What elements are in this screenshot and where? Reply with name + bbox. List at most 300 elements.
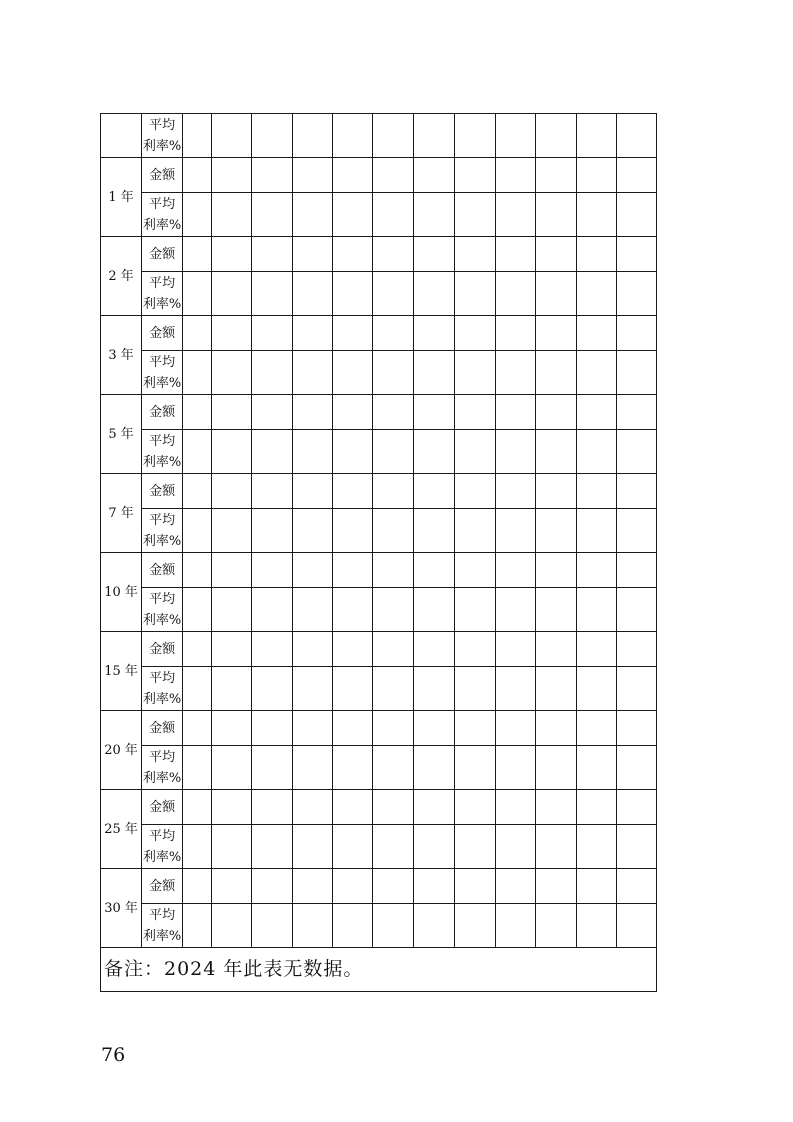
table-cell — [212, 351, 252, 395]
table-cell — [414, 474, 454, 509]
table-cell — [535, 509, 576, 553]
table-row — [101, 114, 657, 158]
table-cell — [333, 553, 373, 588]
row-label-average-rate — [142, 904, 183, 948]
row-label-amount: 金额 — [142, 237, 183, 272]
table-cell — [333, 114, 373, 158]
row-label-amount: 金额 — [142, 869, 183, 904]
table-cell — [183, 316, 212, 351]
table-cell — [616, 667, 656, 711]
table-cell — [293, 632, 333, 667]
table-cell — [454, 711, 495, 746]
table-cell — [373, 667, 414, 711]
table-cell — [212, 430, 252, 474]
table-cell — [616, 193, 656, 237]
table-cell — [576, 904, 616, 948]
table-cell — [183, 632, 212, 667]
table-cell — [414, 553, 454, 588]
table-cell — [373, 272, 414, 316]
table-row — [101, 711, 657, 746]
table-cell — [576, 790, 616, 825]
table-cell — [454, 869, 495, 904]
table-cell — [252, 869, 293, 904]
rate-label-line2: 利率% — [142, 138, 182, 154]
page-number: 76 — [101, 1044, 126, 1066]
row-label-amount: 金额 — [142, 553, 183, 588]
rate-label-line1: 平均 — [149, 354, 176, 370]
table-cell — [183, 509, 212, 553]
table-cell — [373, 193, 414, 237]
table-cell — [212, 553, 252, 588]
rate-label-line1: 平均 — [149, 196, 176, 212]
term-rate-table — [100, 113, 657, 992]
table-cell — [414, 272, 454, 316]
table-cell — [183, 193, 212, 237]
table-cell — [373, 746, 414, 790]
table-cell — [414, 746, 454, 790]
table-cell — [454, 316, 495, 351]
table-cell — [495, 395, 535, 430]
row-label-average-rate — [142, 825, 183, 869]
table-cell — [414, 825, 454, 869]
table-cell — [535, 667, 576, 711]
term-label: 25 年 — [101, 790, 142, 869]
table-cell — [576, 667, 616, 711]
table-cell — [333, 825, 373, 869]
table-cell — [373, 790, 414, 825]
table-cell — [576, 351, 616, 395]
table-cell — [183, 869, 212, 904]
table-cell — [183, 272, 212, 316]
row-label-average-rate — [142, 667, 183, 711]
table-cell — [576, 158, 616, 193]
table-row — [101, 395, 657, 430]
term-label: 7 年 — [101, 474, 142, 553]
table-cell — [454, 474, 495, 509]
table-cell — [414, 711, 454, 746]
table-cell — [252, 351, 293, 395]
table-cell — [212, 237, 252, 272]
table-cell — [616, 825, 656, 869]
table-cell — [252, 746, 293, 790]
table-cell — [535, 158, 576, 193]
rate-label-line1: 平均 — [149, 828, 176, 844]
table-cell — [212, 395, 252, 430]
table-cell — [252, 790, 293, 825]
table-cell — [293, 904, 333, 948]
rate-label-line2: 利率% — [142, 375, 182, 391]
table-cell — [495, 790, 535, 825]
table-cell — [293, 474, 333, 509]
table-cell — [252, 553, 293, 588]
table-cell — [212, 869, 252, 904]
table-body — [101, 114, 657, 992]
row-label-average-rate — [142, 509, 183, 553]
table-cell — [293, 553, 333, 588]
table-cell — [333, 667, 373, 711]
table-cell — [495, 272, 535, 316]
table-cell — [373, 351, 414, 395]
table-cell — [414, 509, 454, 553]
group-label-cell — [101, 114, 142, 158]
table-cell — [414, 237, 454, 272]
table-cell — [373, 588, 414, 632]
table-row — [101, 632, 657, 667]
table-cell — [495, 430, 535, 474]
table-cell — [252, 316, 293, 351]
table-cell — [454, 632, 495, 667]
table-cell — [373, 711, 414, 746]
table-cell — [576, 430, 616, 474]
table-cell — [183, 667, 212, 711]
table-cell — [212, 193, 252, 237]
rate-label-line1: 平均 — [149, 907, 176, 923]
table-cell — [212, 158, 252, 193]
table-cell — [454, 588, 495, 632]
table-cell — [212, 632, 252, 667]
table-cell — [535, 316, 576, 351]
row-label-amount: 金额 — [142, 790, 183, 825]
table-cell — [373, 430, 414, 474]
table-cell — [183, 237, 212, 272]
table-cell — [414, 114, 454, 158]
table-cell — [616, 588, 656, 632]
table-cell — [183, 746, 212, 790]
rate-label-line1: 平均 — [149, 749, 176, 765]
table-cell — [414, 351, 454, 395]
table-cell — [454, 237, 495, 272]
table-cell — [616, 869, 656, 904]
table-cell — [252, 667, 293, 711]
table-cell — [535, 790, 576, 825]
table-row — [101, 430, 657, 474]
table-cell — [183, 588, 212, 632]
table-cell — [495, 904, 535, 948]
table-cell — [535, 869, 576, 904]
table-cell — [495, 711, 535, 746]
table-cell — [535, 904, 576, 948]
table-cell — [373, 825, 414, 869]
table-cell — [373, 904, 414, 948]
table-cell — [576, 237, 616, 272]
table-cell — [616, 158, 656, 193]
table-cell — [373, 509, 414, 553]
table-cell — [616, 509, 656, 553]
rate-label-line1: 平均 — [149, 433, 176, 449]
table-cell — [495, 237, 535, 272]
row-label-average-rate — [142, 193, 183, 237]
table-cell — [293, 395, 333, 430]
table-cell — [373, 632, 414, 667]
table-cell — [333, 430, 373, 474]
table-row — [101, 193, 657, 237]
table-cell — [454, 509, 495, 553]
table-cell — [535, 395, 576, 430]
table-cell — [454, 114, 495, 158]
table-cell — [616, 790, 656, 825]
table-cell — [373, 474, 414, 509]
table-cell — [535, 474, 576, 509]
rate-label-line2: 利率% — [142, 849, 182, 865]
table-cell — [535, 746, 576, 790]
table-cell — [495, 316, 535, 351]
table-cell — [414, 158, 454, 193]
table-cell — [293, 509, 333, 553]
table-cell — [212, 114, 252, 158]
table-cell — [535, 825, 576, 869]
table-cell — [535, 588, 576, 632]
table-cell — [535, 351, 576, 395]
table-row — [101, 158, 657, 193]
table-cell — [333, 193, 373, 237]
table-row — [101, 272, 657, 316]
table-cell — [373, 553, 414, 588]
table-cell — [535, 632, 576, 667]
table-cell — [576, 553, 616, 588]
table-row — [101, 790, 657, 825]
term-label: 20 年 — [101, 711, 142, 790]
table-cell — [293, 272, 333, 316]
table-cell — [293, 667, 333, 711]
table-row — [101, 869, 657, 904]
table-cell — [616, 316, 656, 351]
row-label-average-rate — [142, 430, 183, 474]
table-row — [101, 553, 657, 588]
table-cell — [252, 430, 293, 474]
table-cell — [212, 509, 252, 553]
table-cell — [414, 790, 454, 825]
table-cell — [576, 193, 616, 237]
table-cell — [293, 588, 333, 632]
table-cell — [212, 711, 252, 746]
table-cell — [576, 588, 616, 632]
table-cell — [183, 158, 212, 193]
row-label-amount: 金额 — [142, 395, 183, 430]
table-row — [101, 316, 657, 351]
table-cell — [293, 237, 333, 272]
rate-label-line1: 平均 — [149, 117, 176, 133]
rate-label-line2: 利率% — [142, 770, 182, 786]
table-cell — [576, 632, 616, 667]
table-cell — [535, 237, 576, 272]
row-label-amount: 金额 — [142, 158, 183, 193]
table-row — [101, 746, 657, 790]
table-cell — [495, 588, 535, 632]
table-cell — [576, 746, 616, 790]
row-label-amount: 金额 — [142, 474, 183, 509]
table-cell — [293, 351, 333, 395]
table-cell — [373, 316, 414, 351]
table-cell — [616, 272, 656, 316]
table-cell — [293, 746, 333, 790]
table-cell — [414, 904, 454, 948]
table-cell — [293, 790, 333, 825]
term-label: 1 年 — [101, 158, 142, 237]
table-cell — [333, 588, 373, 632]
table-cell — [333, 237, 373, 272]
table-cell — [576, 869, 616, 904]
table-cell — [495, 869, 535, 904]
table-cell — [333, 316, 373, 351]
table-cell — [454, 351, 495, 395]
table-cell — [252, 588, 293, 632]
table-cell — [616, 114, 656, 158]
table-cell — [373, 869, 414, 904]
row-label-average-rate — [142, 588, 183, 632]
table-cell — [414, 667, 454, 711]
table-cell — [183, 825, 212, 869]
table-cell — [616, 395, 656, 430]
table-cell — [183, 114, 212, 158]
table-cell — [183, 474, 212, 509]
table-cell — [293, 711, 333, 746]
table-cell — [293, 193, 333, 237]
table-cell — [495, 474, 535, 509]
table-cell — [616, 474, 656, 509]
table-cell — [252, 237, 293, 272]
table-cell — [616, 553, 656, 588]
table-cell — [495, 553, 535, 588]
table-cell — [495, 193, 535, 237]
table-cell — [414, 316, 454, 351]
table-cell — [616, 430, 656, 474]
rate-label-line1: 平均 — [149, 670, 176, 686]
table-cell — [616, 711, 656, 746]
table-cell — [495, 825, 535, 869]
table-cell — [183, 395, 212, 430]
table-cell — [576, 395, 616, 430]
table-cell — [333, 158, 373, 193]
table-cell — [576, 711, 616, 746]
rate-label-line2: 利率% — [142, 928, 182, 944]
rate-label-line1: 平均 — [149, 275, 176, 291]
table-cell — [212, 790, 252, 825]
row-label-average-rate — [142, 746, 183, 790]
table-cell — [373, 158, 414, 193]
row-label-average-rate — [142, 114, 183, 158]
rate-label-line1: 平均 — [149, 591, 176, 607]
table-cell — [576, 474, 616, 509]
table-row — [101, 474, 657, 509]
table-cell — [414, 869, 454, 904]
table-cell — [252, 509, 293, 553]
table-cell — [616, 351, 656, 395]
table-cell — [576, 509, 616, 553]
table-cell — [333, 395, 373, 430]
table-cell — [212, 746, 252, 790]
term-label: 5 年 — [101, 395, 142, 474]
table-cell — [535, 114, 576, 158]
table-cell — [183, 430, 212, 474]
table-cell — [333, 790, 373, 825]
table-cell — [183, 711, 212, 746]
table-row — [101, 351, 657, 395]
table-cell — [212, 316, 252, 351]
table-cell — [495, 509, 535, 553]
rate-label-line2: 利率% — [142, 296, 182, 312]
table-cell — [576, 316, 616, 351]
table-cell — [495, 158, 535, 193]
table-cell — [212, 588, 252, 632]
table-cell — [454, 395, 495, 430]
table-cell — [252, 193, 293, 237]
table-cell — [373, 237, 414, 272]
table-cell — [535, 430, 576, 474]
table-cell — [454, 790, 495, 825]
table-cell — [293, 825, 333, 869]
table-cell — [333, 746, 373, 790]
table-cell — [293, 158, 333, 193]
term-label: 3 年 — [101, 316, 142, 395]
table-cell — [454, 746, 495, 790]
table-cell — [252, 395, 293, 430]
table-cell — [616, 746, 656, 790]
row-label-average-rate — [142, 272, 183, 316]
table-cell — [333, 711, 373, 746]
term-label: 15 年 — [101, 632, 142, 711]
table-cell — [454, 430, 495, 474]
table-cell — [333, 474, 373, 509]
table-cell — [576, 825, 616, 869]
table-cell — [495, 114, 535, 158]
table-cell — [616, 904, 656, 948]
rate-label-line2: 利率% — [142, 612, 182, 628]
table-cell — [576, 272, 616, 316]
table-cell — [495, 351, 535, 395]
table-cell — [373, 114, 414, 158]
table-cell — [212, 474, 252, 509]
table-cell — [414, 395, 454, 430]
table-cell — [293, 316, 333, 351]
rate-label-line2: 利率% — [142, 217, 182, 233]
table-cell — [535, 193, 576, 237]
table-cell — [576, 114, 616, 158]
table-cell — [414, 193, 454, 237]
table-cell — [495, 632, 535, 667]
rate-label-line1: 平均 — [149, 512, 176, 528]
table-row — [101, 904, 657, 948]
table-note: 备注：2024 年此表无数据。 — [101, 948, 657, 992]
table-cell — [535, 553, 576, 588]
table-cell — [414, 632, 454, 667]
rate-label-line2: 利率% — [142, 691, 182, 707]
table-cell — [212, 667, 252, 711]
table-cell — [454, 158, 495, 193]
term-label: 30 年 — [101, 869, 142, 948]
table-cell — [252, 114, 293, 158]
table-cell — [333, 351, 373, 395]
table-cell — [252, 158, 293, 193]
table-cell — [535, 711, 576, 746]
table-cell — [183, 351, 212, 395]
table-cell — [333, 632, 373, 667]
table-cell — [495, 746, 535, 790]
table-cell — [212, 904, 252, 948]
table-cell — [454, 272, 495, 316]
table-row — [101, 509, 657, 553]
table-cell — [252, 632, 293, 667]
table-cell — [414, 430, 454, 474]
table-cell — [333, 509, 373, 553]
table-cell — [616, 237, 656, 272]
row-label-amount: 金额 — [142, 632, 183, 667]
table-cell — [252, 711, 293, 746]
table-cell — [212, 272, 252, 316]
row-label-average-rate — [142, 351, 183, 395]
note-row — [101, 948, 657, 992]
rate-label-line2: 利率% — [142, 454, 182, 470]
rate-label-line2: 利率% — [142, 533, 182, 549]
